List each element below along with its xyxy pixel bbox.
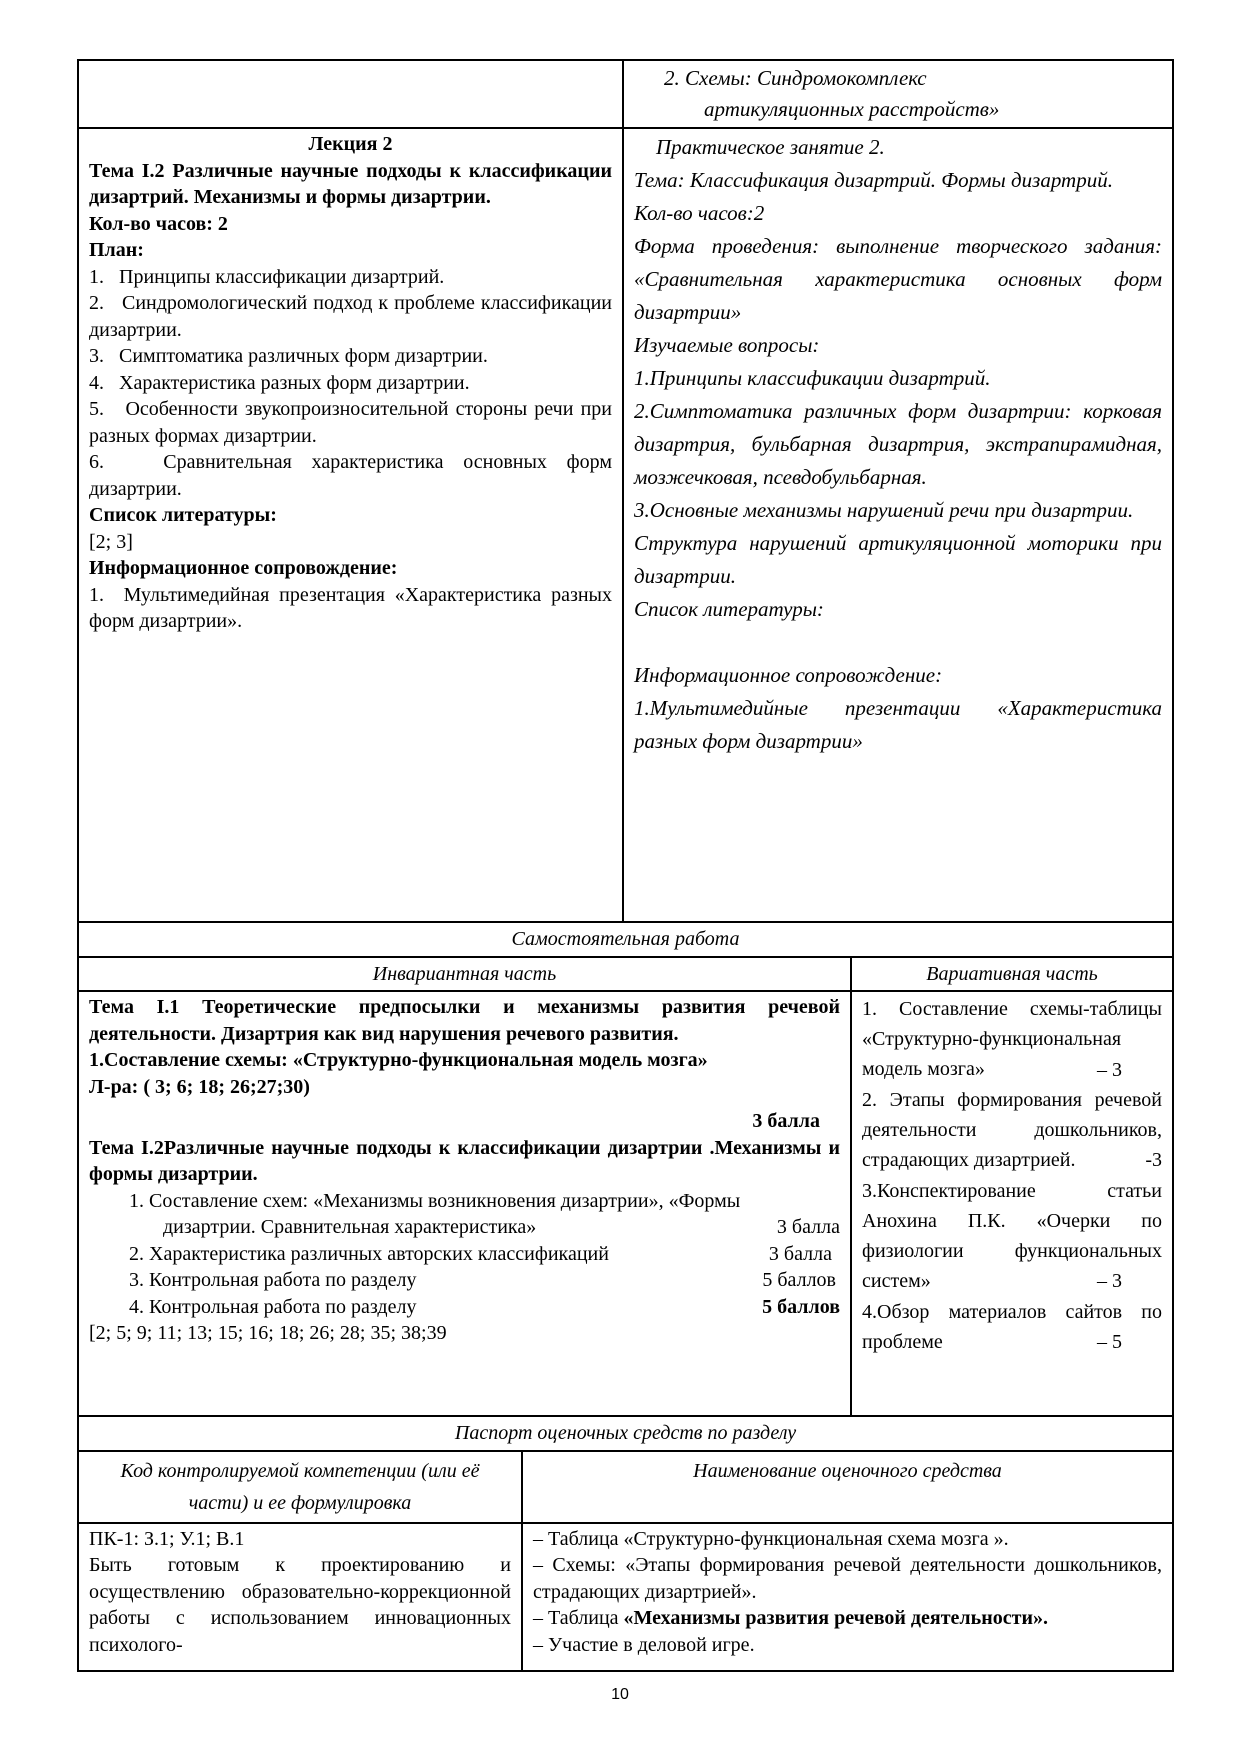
invariant-task-points: 5 баллов [762,1295,840,1318]
continuation-right-cell [623,60,1173,128]
plan-item: 5. Особенности звукопроизносительной стороны речи при разных формах дизартрии. [89,398,612,447]
passport-header-row [78,1451,1173,1523]
variative-item-text: 4.Обзор материалов сайтов по проблеме [862,1300,1162,1353]
competence-text: Быть готовым к проектированию и осуществлению образовательно-коррекционной работы с использованием инновационных психолого- [89,1554,511,1656]
invariant-task-points: 5 баллов [762,1269,836,1291]
variative-header: Вариативная часть [851,957,1173,992]
assessment-tool [533,1605,1162,1632]
invariant-header: Инвариантная часть [78,957,851,992]
lecture-title: Лекция 2 [308,133,393,155]
variative-item [862,1297,1162,1358]
invariant-topic-2: Тема I.2Различные научные подходы к классификации дизартрии .Механизмы и формы дизартрии. [89,1136,840,1185]
continuation-left-cell [78,60,623,128]
assessment-tool [533,1552,1162,1605]
lecture-topic: Тема I.2 Различные научные подходы к классификации дизартрий. Механизмы и формы дизартрии. [89,159,612,208]
practice-question: 3.Основные механизмы нарушений речи при дизартрии. [634,498,1134,522]
assessment-tool [533,1632,1162,1659]
practice-literature-label: Список литературы: [634,597,824,621]
assessment-tool-bold: «Механизмы развития речевой деятельности». [623,1607,1048,1629]
variative-item [862,994,1162,1085]
assessment-tool-text: – Участие в деловой игре. [533,1633,755,1656]
passport-title-row [78,1416,1173,1451]
practice-question: 1.Принципы классификации дизартрий. [634,366,991,390]
assessment-tool-text: – Схемы: «Этапы формирования речевой деятельности дошкольников, страдающих дизартрией». [533,1554,1162,1603]
invariant-task-text: 1. Составление схем: «Механизмы возникновения дизартрии», «Формы [129,1189,741,1212]
lecture-plan-label: План: [89,239,144,261]
variative-item-points: – 3 [1097,1058,1122,1081]
passport-title: Паспорт оценочных средств по разделу [78,1416,1173,1451]
practice-info-label: Информационное сопровождение: [634,663,943,687]
variative-item-text: 3.Конспектирование статьи Анохина П.К. «Очерки по физиологии функциональных систем» [862,1179,1162,1293]
lecture-cell [78,128,623,922]
assessment-tool-text: – Таблица [533,1607,624,1629]
invariant-task-text: 3. Контрольная работа по разделу [129,1269,417,1291]
invariant-task-continued [89,1214,840,1241]
variative-item-text: 2. Этапы формирования речевой деятельности дошкольников, страдающих дизартрией. [862,1088,1162,1172]
document-page [77,59,1172,1672]
invariant-task [89,1241,840,1268]
assessment-tool-text: – Таблица «Структурно-функциональная схема мозга ». [533,1527,1009,1550]
invariant-literature-2: [2; 5; 9; 11; 13; 15; 16; 18; 26; 28; 35; 38;39 [89,1322,447,1344]
variative-item-points: – 3 [1097,1270,1122,1293]
practice-info: 1.Мультимедийные презентации «Характеристика разных форм дизартрии» [634,696,1162,753]
plan-item: 1. Принципы классификации дизартрий. [89,265,445,288]
passport-content-row [78,1523,1173,1671]
scheme-line-2: артикуляционных расстройств» [704,97,1000,121]
lecture-info-label: Информационное сопровождение: [89,557,398,579]
practice-form: Форма проведения: выполнение творческого задания: «Сравнительная характеристика основных форм дизартрии» [634,234,1162,324]
plan-item: 4. Характеристика разных форм дизартрии. [89,371,470,394]
invariant-topic-1: Тема I.1 Теоретические предпосылки и механизмы развития речевой деятельности. Дизартрия как вид нарушения речевого развития. [89,996,840,1045]
competence-cell [78,1523,522,1671]
invariant-points-1: 3 балла [752,1110,820,1132]
invariant-task [89,1267,840,1294]
lecture-info: 1. Мультимедийная презентация «Характеристика разных форм дизартрии». [89,583,612,632]
practice-title: Практическое занятие 2. [656,135,885,159]
invariant-task-points: 3 балла [776,1216,840,1238]
assessment-tools-cell [522,1523,1173,1671]
invariant-task-points: 3 балла [768,1242,832,1265]
continuation-row [78,60,1173,128]
practice-literature-empty [634,626,1162,659]
plan-item: 3. Симптоматика различных форм дизартрии. [89,345,488,367]
assessment-tool [533,1526,1162,1553]
scheme-line-1: 2. Схемы: Синдромокомплекс [664,66,927,90]
variative-item [862,1085,1162,1176]
self-work-title: Самостоятельная работа [78,922,1173,957]
lecture-literature: [2; 3] [89,530,133,553]
practice-question: Структура нарушений артикуляционной моторики при дизартрии. [634,531,1162,588]
variative-item-points: – 5 [1097,1331,1122,1354]
competence-header: Код контролируемой компетенции (или её части) и ее формулировка [78,1451,522,1523]
practice-questions-label: Изучаемые вопросы: [634,333,820,357]
lecture-literature-label: Список литературы: [89,504,277,526]
lecture-hours: Кол-во часов: 2 [89,212,228,235]
invariant-cell [78,991,851,1416]
variative-item-points: -3 [1145,1149,1162,1172]
variative-item [862,1176,1162,1297]
plan-item: 2. Синдромологический подход к проблеме классификации дизартрии. [89,292,612,341]
variative-cell [851,991,1173,1416]
curriculum-table [77,59,1174,1672]
assessment-tool-header: Наименование оценочного средства [522,1451,1173,1523]
self-work-title-row [78,922,1173,957]
practice-hours: Кол-во часов:2 [634,201,765,225]
variative-item-text: 1. Составление схемы-таблицы «Структурно-функциональная модель мозга» [862,998,1162,1081]
invariant-task-text: 4. Контрольная работа по разделу [129,1295,417,1318]
lecture-practice-row [78,128,1173,922]
invariant-task-text-cont: дизартрии. Сравнительная характеристика» [163,1216,537,1238]
competence-code: ПК-1: З.1; У.1; В.1 [89,1527,245,1550]
practice-cell [623,128,1173,922]
self-work-header-row [78,957,1173,992]
invariant-task-1: 1.Составление схемы: «Структурно-функциональная модель мозга» [89,1049,708,1071]
plan-item: 6. Сравнительная характеристика основных форм дизартрии. [89,451,612,500]
invariant-task [89,1294,840,1321]
practice-topic: Тема: Классификация дизартрий. Формы дизартрий. [634,168,1113,192]
practice-question: 2.Симптоматика различных форм дизартрии: корковая дизартрия, бульбарная дизартрия, экстрапирамидная, мозжечковая, псевдобульбарная. [634,399,1162,489]
invariant-task-text: 2. Характеристика различных авторских классификаций [129,1242,609,1265]
invariant-task [89,1188,840,1215]
self-work-content-row [78,991,1173,1416]
page-number: 10 [611,1686,629,1703]
invariant-literature-1: Л-ра: ( 3; 6; 18; 26;27;30) [89,1075,310,1098]
